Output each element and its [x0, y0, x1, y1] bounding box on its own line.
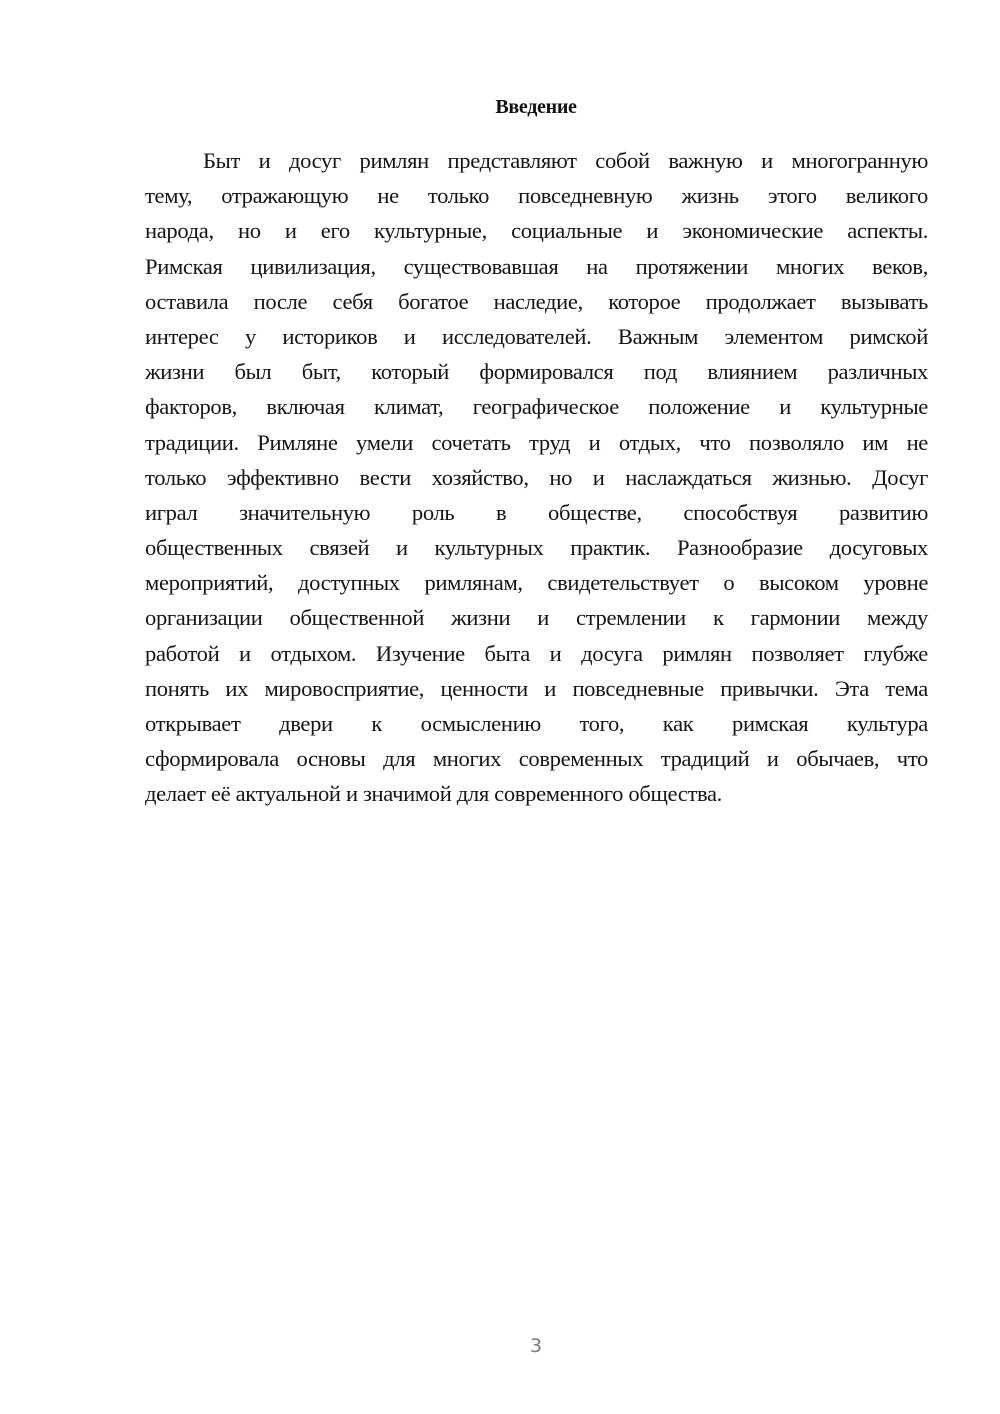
paragraph-line: оставила после себя богатое наследие, которое продолжает вызывать	[145, 288, 928, 314]
section-heading: Введение	[495, 96, 577, 118]
paragraph-line: играл значительную роль в обществе, способствуя развитию	[145, 499, 928, 525]
paragraph-line: факторов, включая климат, географическое положение и культурные	[145, 394, 928, 420]
paragraph-line: тему, отражающую не только повседневную жизнь этого великого	[145, 183, 928, 209]
paragraph-line: интерес у историков и исследователей. Важным элементом римской	[145, 323, 928, 349]
paragraph-line: открывает двери к осмыслению того, как римская культура	[145, 711, 928, 736]
paragraph-line: делает её актуальной и значимой для современного общества.	[145, 781, 722, 807]
paragraph-line: Быт и досуг римлян представляют собой важную и многогранную	[203, 148, 928, 173]
paragraph-line: Римская цивилизация, существовавшая на протяжении многих веков,	[145, 253, 928, 279]
page-number: 3	[529, 1335, 543, 1357]
paragraph-line: жизни был быт, который формировался под влиянием различных	[145, 359, 928, 385]
paragraph-line: организации общественной жизни и стремлении к гармонии между	[145, 605, 928, 631]
intro-paragraph	[145, 143, 928, 812]
paragraph-line: народа, но и его культурные, социальные и экономические аспекты.	[145, 218, 928, 244]
paragraph-line: работой и отдыхом. Изучение быта и досуга римлян позволяет глубже	[145, 640, 928, 666]
paragraph-line: сформировала основы для многих современных традиций и обычаев, что	[145, 746, 928, 772]
paragraph-line: традиции. Римляне умели сочетать труд и отдых, что позволяло им не	[145, 429, 928, 455]
paragraph-line: мероприятий, доступных римлянам, свидетельствует о высоком уровне	[145, 570, 928, 596]
paragraph-line: понять их мировосприятие, ценности и повседневные привычки. Эта тема	[145, 675, 928, 701]
paragraph-line: общественных связей и культурных практик. Разнообразие досуговых	[145, 535, 928, 561]
paragraph-line: только эффективно вести хозяйство, но и наслаждаться жизнью. Досуг	[145, 464, 928, 490]
